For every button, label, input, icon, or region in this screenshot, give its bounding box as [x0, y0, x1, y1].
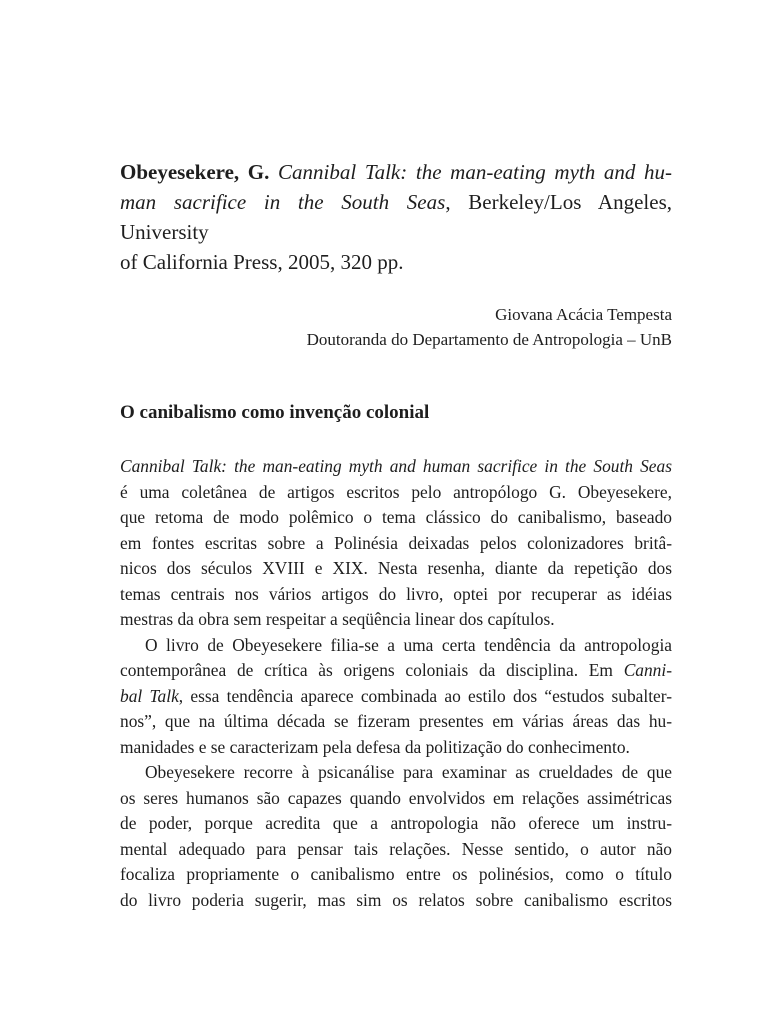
p1-book-title: Cannibal Talk: the man-eating myth and human sacrifice in the South Seas: [120, 456, 672, 476]
reviewer-affiliation: Doutoranda do Departamento de Antropologia – UnB: [306, 330, 672, 349]
book-citation: [120, 157, 672, 277]
p2-line-5: manidades e se caracterizam pela defesa da politização do conhecimento.: [120, 736, 630, 757]
citation-line-2: [120, 187, 672, 247]
p1-line-7: mestras da obra sem respeitar a seqüência linear dos capítulos.: [120, 609, 555, 629]
p3-line-4: mental adequado para pensar tais relações. Nesse sentido, o autor não: [120, 838, 672, 859]
p3-line-2: os seres humanos são capazes quando envolvidos em relações assimétricas: [120, 787, 672, 808]
p2-line-4: nos”, que na última década se fizeram presentes em várias áreas das hu-: [120, 711, 672, 731]
p3-line-6: do livro poderia sugerir, mas sim os relatos sobre canibalismo escritos: [120, 889, 672, 910]
citation-title-part-2: man sacrifice in the South Seas: [120, 190, 446, 214]
p1-line-5: nicos dos séculos XVIII e XIX. Nesta resenha, diante da repetição dos: [120, 558, 672, 578]
p3-line-5: focaliza propriamente o canibalismo entre os polinésios, como o título: [120, 864, 672, 884]
body-text: [120, 454, 672, 913]
p1-line-6: temas centrais nos vários artigos do livro, optei por recuperar as idéias: [120, 583, 672, 604]
p2-line-2: [120, 658, 672, 684]
p2-line-3: [120, 684, 672, 710]
p1-line-2: é uma coletânea de artigos escritos pelo antropólogo G. Obeyesekere,: [120, 481, 672, 502]
citation-line-1: [120, 157, 672, 187]
citation-line-3: of California Press, 2005, 320 pp.: [120, 250, 404, 274]
citation-title-part-1: Cannibal Talk: the man-eating myth and hu-: [278, 160, 673, 184]
reviewer-block: [120, 302, 672, 352]
p2-line-1: O livro de Obeyesekere filia-se a uma certa tendência da antropologia: [145, 634, 672, 655]
section-title: O canibalismo como invenção colonial: [120, 402, 430, 423]
p2-line-3-italic: bal Talk: [120, 685, 179, 706]
p3-line-1: Obeyesekere recorre à psicanálise para examinar as crueldades de que: [145, 762, 672, 782]
citation-publisher: , Berkeley/Los Angeles, University: [120, 190, 673, 244]
p1-line-1: [120, 454, 672, 480]
p1-line-3: que retoma de modo polêmico o tema clássico do canibalismo, baseado: [120, 507, 672, 527]
p2-line-2-text: contemporânea de crítica às origens coloniais da disciplina. Em: [120, 660, 624, 680]
citation-author: Obeyesekere, G.: [120, 160, 270, 184]
p1-line-4: em fontes escritas sobre a Polinésia deixadas pelos colonizadores britâ-: [120, 532, 672, 553]
p3-line-3: de poder, porque acredita que a antropologia não oferece um instru-: [120, 813, 672, 833]
p2-line-3-text: , essa tendência aparece combinada ao estilo dos “estudos subalter-: [178, 685, 672, 706]
p2-line-2-italic: Canni-: [623, 660, 672, 680]
reviewer-name: Giovana Acácia Tempesta: [495, 305, 672, 324]
